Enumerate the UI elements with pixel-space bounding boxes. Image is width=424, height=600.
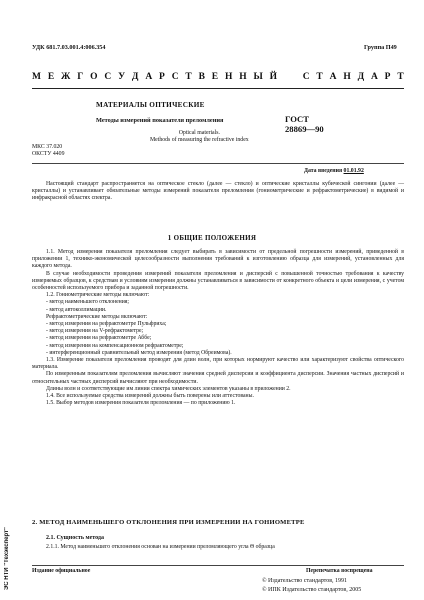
list-item: - метод автоколлимации. bbox=[46, 306, 107, 313]
effective-date-value: 01.01.92 bbox=[343, 168, 364, 174]
effective-date bbox=[304, 168, 364, 174]
document-title: МАТЕРИАЛЫ ОПТИЧЕСКИЕ bbox=[96, 101, 205, 109]
banner-letter: Г bbox=[77, 72, 84, 82]
classification-codes bbox=[32, 144, 64, 158]
clause-1-5: 1.5. Выбор методов измерения показателя преломления — по приложению 1. bbox=[46, 400, 236, 407]
clause-2-1-1: 2.1.1. Метод наименьшего отклонения основан на измерении преломляющего угла Θ образца bbox=[46, 544, 275, 550]
clause-1-3-wavelengths: Длины волн и соответствующие им линии спектра химических элементов указаны в приложении 2. bbox=[46, 385, 291, 392]
clause-1-4: 1.4. Все используемые средства измерений должны быть поверены или аттестованы. bbox=[46, 393, 254, 400]
udk-code: УДК 681.7.03.001.4:006.354 bbox=[32, 44, 106, 51]
effective-date-label: Дата введения bbox=[304, 168, 343, 174]
clause-1-3-cont: По измеренным показателям преломления вычисляют значения средней дисперсии и коэффициента дисперсии. Значения частных дисперсий и относительных частных дисперсий вычисляют при необходимости. bbox=[32, 371, 404, 385]
list-item: - метод измерения на компенсационном рефрактометре; bbox=[46, 342, 184, 349]
banner-letter: Д bbox=[357, 72, 365, 82]
list-item: - метод измерения на рефрактометре Пульфриха; bbox=[46, 321, 167, 328]
standard-banner bbox=[32, 72, 404, 82]
english-title-line: Optical materials. bbox=[178, 130, 220, 136]
banner-letter: Д bbox=[131, 72, 139, 82]
banner-gap bbox=[284, 72, 296, 82]
list-item: - интерференционный сравнительный метод измерения (метод Обреимова). bbox=[46, 349, 232, 356]
banner-letter: М bbox=[32, 72, 41, 82]
banner-letter: Н bbox=[239, 72, 247, 82]
list-item: - метод наименьшего отклонения; bbox=[46, 299, 130, 306]
footer-rule bbox=[32, 565, 404, 566]
banner-letter: А bbox=[370, 72, 378, 82]
banner-letter: В bbox=[198, 72, 205, 82]
reprint-prohibited-label: Перепечатка воспрещена bbox=[306, 568, 373, 574]
list-item: - метод измерения на V-рефрактометре; bbox=[46, 328, 144, 335]
section-2-body bbox=[32, 544, 404, 551]
banner-letter: С bbox=[171, 72, 179, 82]
banner-letter: Н bbox=[224, 72, 233, 82]
title-rule bbox=[32, 163, 404, 164]
document-subtitle: Методы измерений показателя преломления bbox=[96, 117, 224, 124]
copyright-line: © ИПК Издательство стандартов, 2005 bbox=[262, 587, 362, 593]
side-stamp: ЭС НТИ "Техэксперт" bbox=[4, 527, 10, 590]
gost-label: ГОСТ bbox=[285, 114, 309, 124]
banner-letter: Ж bbox=[61, 72, 71, 82]
clause-1-2: 1.2. Гониометрические методы включают: bbox=[46, 292, 150, 299]
banner-letter: Т bbox=[397, 72, 404, 82]
clause-1-1: 1.1. Метод измерения показателя преломления следует выбирать в зависимости от предельной погрешности измерений, приведенной в приложении 1, технико-экономической целесообразности выполнения требований к изготовлению образца для измерений, установленных для каждого метода. bbox=[32, 249, 404, 270]
banner-letter: Т bbox=[185, 72, 192, 82]
banner-letter: А bbox=[329, 72, 337, 82]
banner-letter: С bbox=[302, 72, 310, 82]
banner-letter: Й bbox=[269, 72, 278, 82]
mks-code: МКС 37.020 bbox=[32, 144, 63, 150]
banner-letter: Е bbox=[211, 72, 219, 82]
banner-letter: Ы bbox=[253, 72, 263, 82]
banner-rule bbox=[32, 88, 404, 89]
banner-letter: А bbox=[145, 72, 153, 82]
banner-letter: Е bbox=[47, 72, 55, 82]
copyright-line: © Издательство стандартов, 1991 bbox=[262, 578, 348, 584]
banner-letter: О bbox=[90, 72, 98, 82]
gost-number bbox=[285, 114, 324, 134]
refractometric-methods-list bbox=[32, 321, 404, 357]
intro-text: Настоящий стандарт распространяется на оптическое стекло (далее — стекло) и оптические кристаллы кубической сингонии (далее — кристаллы) и устанавливает обязательные методы измерений показателя преломления (гониометрические и рефрактометрические) в видимой и инфракрасной областях спектра. bbox=[32, 181, 404, 202]
clause-1-1-cont: В случае необходимости проведения измерений показателя преломления и дисперсий с повышенной точностью требования к качеству измеряемых образцов, к средствам и условиям измерения должны устанавливаться в зависимости от конкретного объекта и цели измерения, с учетом особенностей используемого прибора и заданной погрешности. bbox=[32, 270, 404, 292]
goniometric-methods-list bbox=[32, 299, 404, 313]
english-title bbox=[150, 130, 249, 145]
section-2-1-heading: 2.1. Сущность метода bbox=[46, 535, 104, 541]
banner-letter: У bbox=[118, 72, 126, 82]
section-1-heading: 1 ОБЩИЕ ПОЛОЖЕНИЯ bbox=[167, 234, 257, 242]
refractometric-intro: Рефрактометрические методы включают: bbox=[46, 313, 148, 320]
list-item: - метод измерения на рефрактометре Аббе; bbox=[46, 335, 152, 342]
banner-letter: С bbox=[104, 72, 112, 82]
banner-letter: Т bbox=[316, 72, 323, 82]
english-title-line: Methods of measuring the refractive index bbox=[150, 137, 249, 144]
official-edition-label: Издание официальное bbox=[32, 568, 91, 574]
group-code: Группа П49 bbox=[364, 44, 397, 51]
section-2-heading: 2. МЕТОД НАИМЕНЬШЕГО ОТКЛОНЕНИЯ ПРИ ИЗМЕРЕНИИ НА ГОНИОМЕТРЕ bbox=[32, 519, 305, 526]
section-1-body bbox=[32, 249, 404, 407]
banner-letter: Р bbox=[159, 72, 165, 82]
clause-1-3: 1.3. Измерение показателя преломления проводят для длин волн, при которых нормируют качество или характеризуют свойства оптического материала. bbox=[32, 357, 404, 371]
banner-letter: Н bbox=[343, 72, 351, 82]
banner-letter: Р bbox=[384, 72, 391, 82]
okstu-code: ОКСТУ 4409 bbox=[32, 151, 65, 158]
gost-code: 28869—90 bbox=[285, 124, 324, 134]
intro-paragraph bbox=[32, 181, 404, 203]
